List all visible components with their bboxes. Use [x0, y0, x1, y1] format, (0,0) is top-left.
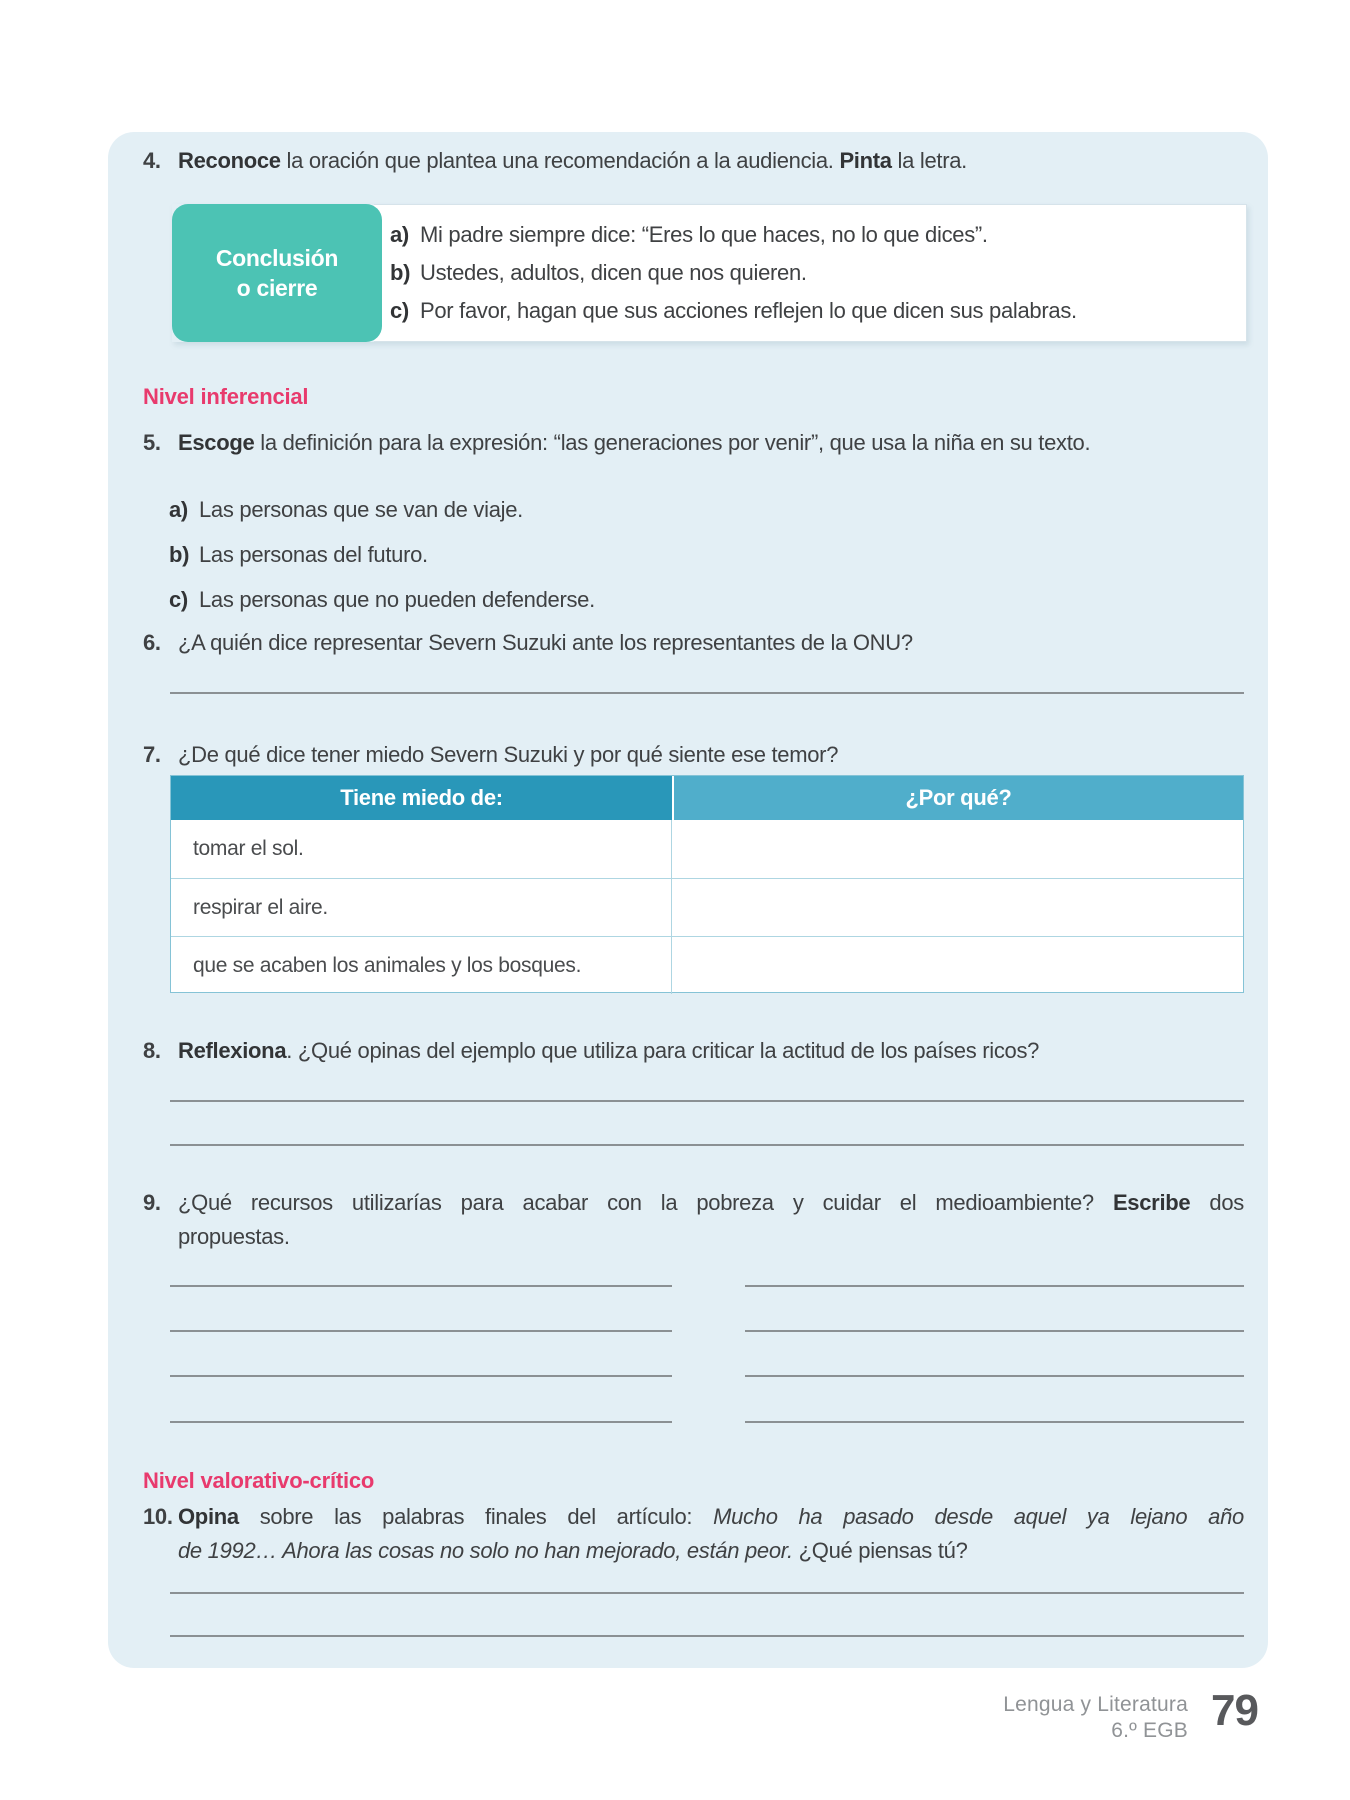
activity-panel	[108, 132, 1268, 1668]
question-9-body: ¿Qué recursos utilizarías para acabar con la pobreza y cuidar el medioambiente?	[178, 1190, 1113, 1215]
question-8-number: 8.	[143, 1038, 161, 1063]
question-8-verb: Reflexiona	[178, 1038, 287, 1063]
question-8-text	[178, 1034, 1244, 1068]
question-8-answer-line-1	[170, 1100, 1244, 1102]
question-7	[143, 738, 1244, 772]
question-5-text	[178, 426, 1244, 460]
question-9-tail: dos	[1190, 1190, 1244, 1215]
question-5-option-b-letter: b)	[169, 542, 190, 567]
question-7-number: 7.	[143, 742, 161, 767]
question-5-option-c	[169, 586, 595, 614]
footer-grade: 6.º EGB	[1111, 1719, 1188, 1742]
question-10-text	[178, 1500, 1244, 1568]
option-a	[390, 221, 1236, 249]
conclusion-table	[172, 204, 1247, 342]
question-9-verb: Escribe	[1112, 1190, 1191, 1215]
footer-subject: Lengua y Literatura	[1003, 1693, 1188, 1716]
question-9-line2: propuestas.	[178, 1224, 290, 1249]
question-7-table	[170, 775, 1244, 993]
section-label-inferencial: Nivel inferencial	[143, 384, 309, 409]
question-9-answer-line-left-4	[170, 1421, 672, 1423]
option-b-text: Ustedes, adultos, dicen que nos quieren.	[420, 260, 807, 285]
question-6-text: ¿A quién dice representar Severn Suzuki ante los representantes de la ONU?	[178, 630, 913, 655]
question-4-number: 4.	[143, 148, 161, 173]
conclusion-options	[374, 204, 1247, 342]
question-5-body: la definición para la expresión: “las generaciones por venir”, que usa la niña en su texto.	[254, 430, 1091, 455]
question-6-answer-line	[170, 692, 1244, 694]
question-10-body: sobre las palabras finales del artículo:	[238, 1504, 714, 1529]
section-label-valorativo: Nivel valorativo-crítico	[143, 1468, 375, 1493]
question-8-body: . ¿Qué opinas del ejemplo que utiliza para criticar la actitud de los países ricos?	[286, 1038, 1040, 1063]
question-4-text	[178, 144, 1244, 178]
question-5-number: 5.	[143, 430, 161, 455]
question-9	[143, 1186, 1244, 1254]
question-4-tail: la letra.	[891, 148, 967, 173]
option-c-letter: c)	[390, 298, 409, 323]
question-4-verb: Reconoce	[178, 148, 281, 173]
question-5-option-a-text: Las personas que se van de viaje.	[199, 497, 523, 522]
question-5-option-c-text: Las personas que no pueden defenderse.	[199, 587, 595, 612]
question-6	[143, 626, 1244, 660]
table-header-miedo: Tiene miedo de:	[171, 776, 672, 820]
table-cell-porque-3	[672, 937, 1243, 994]
table-cell-porque-2	[672, 879, 1243, 936]
question-9-answer-line-left-3	[170, 1375, 672, 1377]
question-10-verb: Opina	[178, 1504, 239, 1529]
option-a-text: Mi padre siempre dice: “Eres lo que haces, no lo que dices”.	[420, 222, 988, 247]
option-b-letter: b)	[390, 260, 411, 285]
question-9-answer-line-right-2	[745, 1330, 1244, 1332]
question-10-tail: ¿Qué piensas tú?	[798, 1538, 968, 1563]
question-6-number: 6.	[143, 630, 161, 655]
question-5-option-b	[169, 541, 428, 569]
question-5-option-a-letter: a)	[169, 497, 188, 522]
page-number: 79	[1211, 1686, 1258, 1735]
question-4	[143, 144, 1244, 178]
question-10-quote-part2: de 1992… Ahora las cosas no solo no han mejorado, están peor.	[178, 1538, 799, 1563]
question-5-option-c-letter: c)	[169, 587, 188, 612]
question-9-answer-line-right-4	[745, 1421, 1244, 1423]
table-header-porque: ¿Por qué?	[672, 776, 1243, 820]
table-row	[171, 878, 1243, 936]
option-c-text: Por favor, hagan que sus acciones reflejen lo que dicen sus palabras.	[420, 298, 1077, 323]
conclusion-label	[172, 204, 382, 342]
question-7-table-header	[171, 776, 1243, 820]
question-9-number: 9.	[143, 1190, 161, 1215]
question-9-text	[178, 1186, 1244, 1254]
question-8	[143, 1034, 1244, 1068]
question-4-verb2: Pinta	[839, 148, 892, 173]
question-9-answer-line-left-1	[170, 1285, 672, 1287]
question-5	[143, 426, 1244, 460]
table-cell-porque-1	[672, 820, 1243, 878]
table-cell-miedo-2: respirar el aire.	[171, 879, 672, 936]
footer	[1003, 1692, 1188, 1744]
conclusion-label-line2: o cierre	[236, 275, 318, 301]
table-row	[171, 936, 1243, 994]
option-c	[390, 297, 1236, 325]
question-9-answer-line-right-1	[745, 1285, 1244, 1287]
table-row	[171, 820, 1243, 878]
option-b	[390, 259, 1236, 287]
question-4-body: la oración que plantea una recomendación a la audiencia.	[280, 148, 840, 173]
question-10-answer-line-2	[170, 1635, 1244, 1637]
question-5-option-b-text: Las personas del futuro.	[199, 542, 428, 567]
option-a-letter: a)	[390, 222, 409, 247]
question-5-verb: Escoge	[178, 430, 255, 455]
question-10-number: 10.	[143, 1504, 173, 1529]
question-5-option-a	[169, 496, 523, 524]
question-10-quote-part1: Mucho ha pasado desde aquel ya lejano año	[713, 1504, 1244, 1529]
conclusion-label-line1: Conclusión	[215, 245, 339, 271]
question-10-line1	[178, 1500, 1244, 1534]
table-cell-miedo-3: que se acaben los animales y los bosques.	[171, 937, 672, 994]
question-9-answer-line-right-3	[745, 1375, 1244, 1377]
question-10-line2	[178, 1534, 1244, 1568]
table-cell-miedo-1: tomar el sol.	[171, 820, 672, 878]
question-9-line1	[178, 1186, 1244, 1220]
question-7-text: ¿De qué dice tener miedo Severn Suzuki y por qué siente ese temor?	[178, 742, 839, 767]
question-10-answer-line-1	[170, 1592, 1244, 1594]
question-8-answer-line-2	[170, 1144, 1244, 1146]
question-9-answer-line-left-2	[170, 1330, 672, 1332]
question-10	[143, 1500, 1244, 1568]
